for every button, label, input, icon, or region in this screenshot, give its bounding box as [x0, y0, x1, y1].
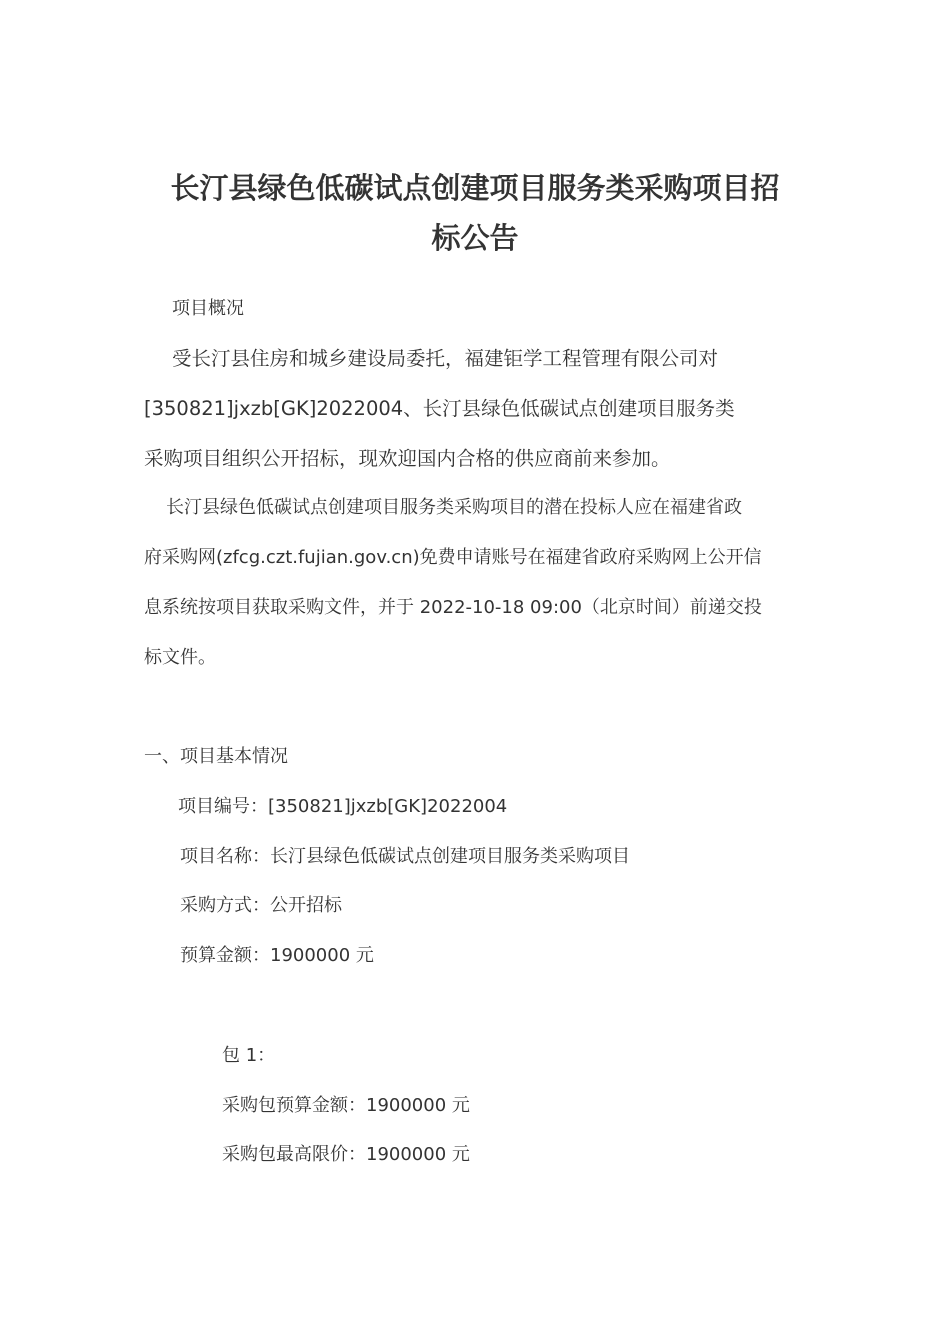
bidder-line-2: 府采购网(zfcg.czt.fujian.gov.cn)免费申请账号在福建省政府采购网上公开信 — [144, 547, 762, 568]
budget-amount: 预算金额：1900000 元 — [180, 945, 374, 966]
package-budget: 采购包预算金额：1900000 元 — [222, 1095, 470, 1116]
overview-heading: 项目概况 — [172, 298, 244, 319]
title-line-2: 标公告 — [431, 221, 519, 255]
intro-line-3: 采购项目组织公开招标，现欢迎国内合格的供应商前来参加。 — [144, 447, 671, 470]
package-label: 包 1： — [222, 1045, 276, 1066]
bidder-line-1: 长汀县绿色低碳试点创建项目服务类采购项目的潜在投标人应在福建省政 — [166, 497, 742, 518]
title-line-1: 长汀县绿色低碳试点创建项目服务类采购项目招 — [170, 171, 780, 205]
document-title — [140, 163, 810, 263]
intro-line-2: [350821]jxzb[GK]2022004、长汀县绿色低碳试点创建项目服务类 — [144, 397, 735, 420]
package-max-price: 采购包最高限价：1900000 元 — [222, 1144, 470, 1165]
purchase-method: 采购方式：公开招标 — [180, 895, 342, 916]
bidder-line-3: 息系统按项目获取采购文件，并于 2022-10-18 09:00（北京时间）前递交投 — [144, 597, 762, 618]
bidder-line-4: 标文件。 — [144, 647, 216, 668]
intro-line-1: 受长汀县住房和城乡建设局委托，福建钜学工程管理有限公司对 — [172, 347, 719, 370]
project-number: 项目编号：[350821]jxzb[GK]2022004 — [178, 796, 508, 817]
section-heading: 一、项目基本情况 — [144, 746, 288, 767]
project-name: 项目名称：长汀县绿色低碳试点创建项目服务类采购项目 — [180, 846, 630, 867]
